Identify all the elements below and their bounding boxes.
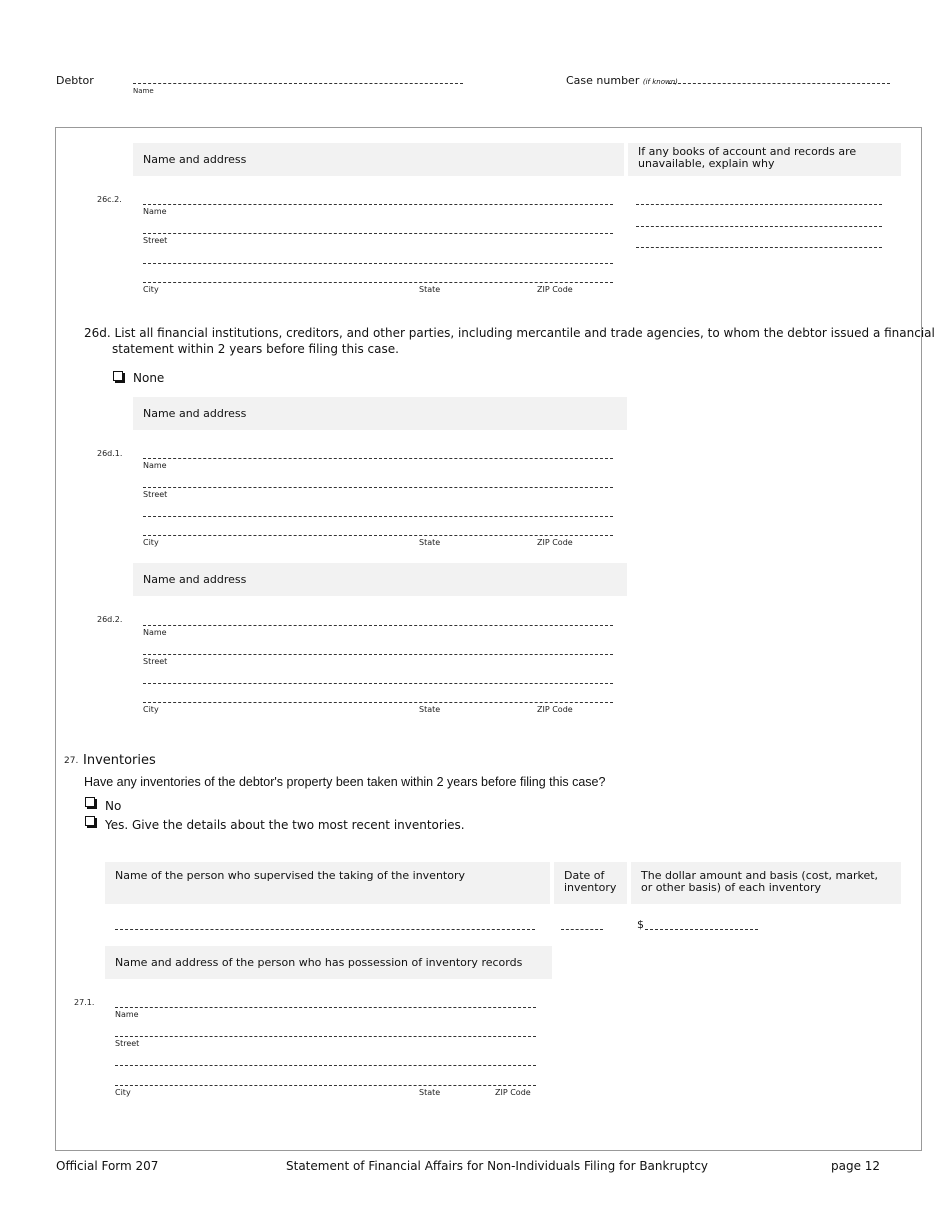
s26c-explain-line-2[interactable] (636, 226, 882, 227)
s26c-street-field[interactable] (143, 233, 613, 234)
s27-street-caption: Street (115, 1039, 140, 1048)
s27-date-field[interactable] (561, 929, 603, 930)
debtor-name-field[interactable] (133, 83, 463, 84)
s26d-1-name-field[interactable] (143, 458, 613, 459)
case-number-field[interactable] (668, 83, 890, 84)
s27-supervisor-header: Name of the person who supervised the taking of the inventory (105, 862, 550, 904)
s26c-entry-number: 26c.2. (97, 195, 122, 204)
footer-form: Official Form 207 (56, 1159, 159, 1173)
s26d-2-header: Name and address (133, 563, 627, 596)
s26c-col1-header: Name and address (133, 143, 624, 176)
s27-state-caption: State (419, 1088, 441, 1097)
s27-number: 27. (64, 756, 79, 766)
s26d-1-state-caption: State (419, 538, 441, 547)
s27-city-field[interactable] (115, 1085, 536, 1086)
s27-no-label: No (105, 799, 122, 813)
s26d-2-number: 26d.2. (97, 615, 123, 624)
s26d-question: 26d. List all financial institutions, creditors, and other parties, including mercantile and trade agencies, to whom the debtor issued a financial statement within 2 years before filing this case. (84, 326, 935, 356)
s27-name-caption: Name (115, 1010, 139, 1019)
s26d-1-zip-caption: ZIP Code (537, 538, 573, 547)
s26d-1-street-caption: Street (143, 490, 168, 499)
s26c-city-caption: City (143, 285, 159, 294)
s26c-city-field[interactable] (143, 282, 613, 283)
s27-amount-field[interactable] (645, 929, 758, 930)
s27-street2-field[interactable] (115, 1065, 536, 1066)
s26d-2-state-caption: State (419, 705, 441, 714)
s27-yes-label: Yes. Give the details about the two most recent inventories. (105, 818, 465, 832)
s26d-none-checkbox[interactable] (113, 371, 123, 381)
s26d-1-name-caption: Name (143, 461, 167, 470)
case-number-label (566, 74, 678, 87)
s27-zip-caption: ZIP Code (495, 1088, 531, 1097)
s26d-2-street-caption: Street (143, 657, 168, 666)
s26d-1-street2-field[interactable] (143, 516, 613, 517)
s26c-state-caption: State (419, 285, 441, 294)
s26c-explain-line-1[interactable] (636, 204, 882, 205)
s26d-1-number: 26d.1. (97, 449, 123, 458)
s26d-2-street2-field[interactable] (143, 683, 613, 684)
s26d-2-name-caption: Name (143, 628, 167, 637)
s26d-2-zip-caption: ZIP Code (537, 705, 573, 714)
s26d-2-city-field[interactable] (143, 702, 613, 703)
s26d-1-header: Name and address (133, 397, 627, 430)
s27-supervisor-field[interactable] (115, 929, 535, 930)
s27-name-field[interactable] (115, 1007, 536, 1008)
if-known-text: (if known) (642, 78, 678, 86)
s26d-1-city-field[interactable] (143, 535, 613, 536)
s27-possession-header: Name and address of the person who has possession of inventory records (105, 946, 552, 979)
form-frame (55, 127, 922, 1151)
s27-entry-number: 27.1. (74, 998, 95, 1007)
s27-title: Inventories (83, 753, 156, 768)
s27-city-caption: City (115, 1088, 131, 1097)
s26d-none-label: None (133, 371, 165, 385)
debtor-label: Debtor (56, 74, 94, 87)
s27-question: Have any inventories of the debtor's property been taken within 2 years before filing this case? (84, 775, 606, 789)
s26d-1-street-field[interactable] (143, 487, 613, 488)
footer-title: Statement of Financial Affairs for Non-Individuals Filing for Bankruptcy (286, 1159, 709, 1173)
s26c-street-caption: Street (143, 236, 168, 245)
s27-no-checkbox[interactable] (85, 797, 95, 807)
s27-street-field[interactable] (115, 1036, 536, 1037)
s26d-2-city-caption: City (143, 705, 159, 714)
s26c-col2-header: If any books of account and records are unavailable, explain why (628, 143, 901, 176)
s26d-2-name-field[interactable] (143, 625, 613, 626)
s27-amount-header: The dollar amount and basis (cost, market, or other basis) of each inventory (631, 862, 901, 904)
s26c-name-caption: Name (143, 207, 167, 216)
s27-dollar-sign: $ (637, 918, 644, 931)
case-number-text: Case number (566, 74, 640, 87)
s26d-1-city-caption: City (143, 538, 159, 547)
s26c-name-field[interactable] (143, 204, 613, 205)
s26c-explain-line-3[interactable] (636, 247, 882, 248)
footer-page: page 12 (831, 1159, 881, 1173)
s26c-zip-caption: ZIP Code (537, 285, 573, 294)
debtor-name-caption: Name (133, 87, 154, 95)
s27-date-header: Date of inventory (554, 862, 627, 904)
s26c-street2-field[interactable] (143, 263, 613, 264)
s26d-2-street-field[interactable] (143, 654, 613, 655)
s27-yes-checkbox[interactable] (85, 816, 95, 826)
